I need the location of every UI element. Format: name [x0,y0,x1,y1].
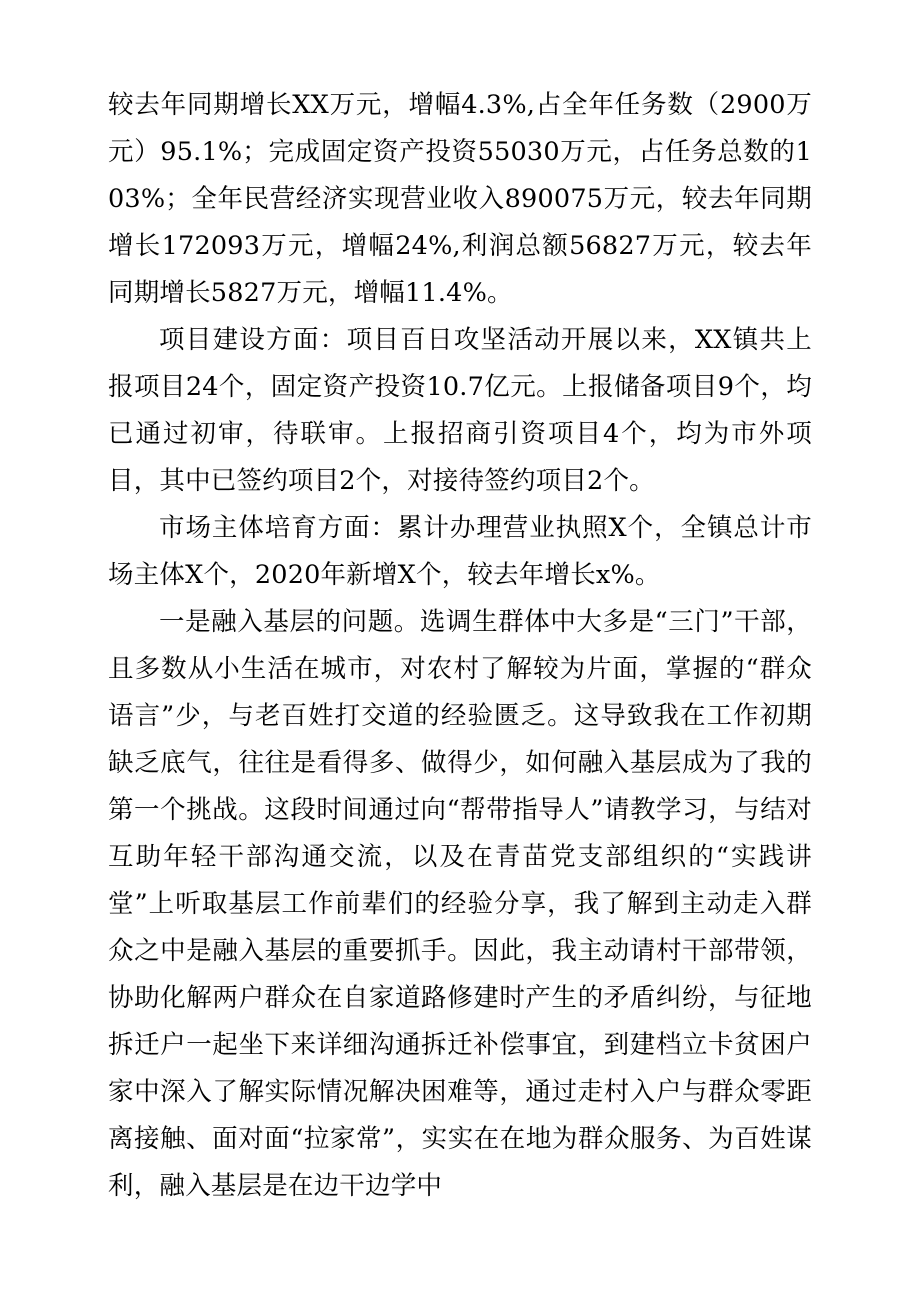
paragraph-project-construction: 项目建设方面：项目百日攻坚活动开展以来，XX镇共上报项目24个，固定资产投资10.7亿元。上报储备项目9个，均已通过初审，待联审。上报招商引资项目4个，均为市外项目，其中已签约项目2个，对接待签约项目2个。 [108,325,812,496]
paragraph-grassroots-integration: 一是融入基层的问题。选调生群体中大多是“三门”干部，且多数从小生活在城市，对农村了解较为片面，掌握的“群众语言”少，与老百姓打交道的经验匮乏。这导致我在工作初期缺乏底气，往往是看得多、做得少，如何融入基层成为了我的第一个挑战。这段时间通过向“帮带指导人”请教学习，与结对互助年轻干部沟通交流，以及在青苗党支部组织的“实践讲堂”上听取基层工作前辈们的经验分享，我了解到主动走入群众之中是融入基层的重要抓手。因此，我主动请村干部带领，协助化解两户群众在自家道路修建时产生的矛盾纠纷，与征地拆迁户一起坐下来详细沟通拆迁补偿事宜，到建档立卡贫困户家中深入了解实际情况解决困难等，通过走村入户与群众零距离接触、面对面“拉家常”，实实在在地为群众服务、为百姓谋利，融入基层是在边干边学中 [108,607,812,1201]
paragraph-market-entity: 市场主体培育方面：累计办理营业执照X个，全镇总计市场主体X个，2020年新增X个，较去年增长x%。 [108,513,812,590]
document-body [108,82,812,1210]
paragraph-continuation: 较去年同期增长XX万元，增幅4.3%,占全年任务数（2900万元）95.1%；完成固定资产投资55030万元，占任务总数的103%；全年民营经济实现营业收入890075万元，较去年同期增长172093万元，增幅24%,利润总额56827万元，较去年同期增长5827万元，增幅11.4%。 [108,90,812,308]
